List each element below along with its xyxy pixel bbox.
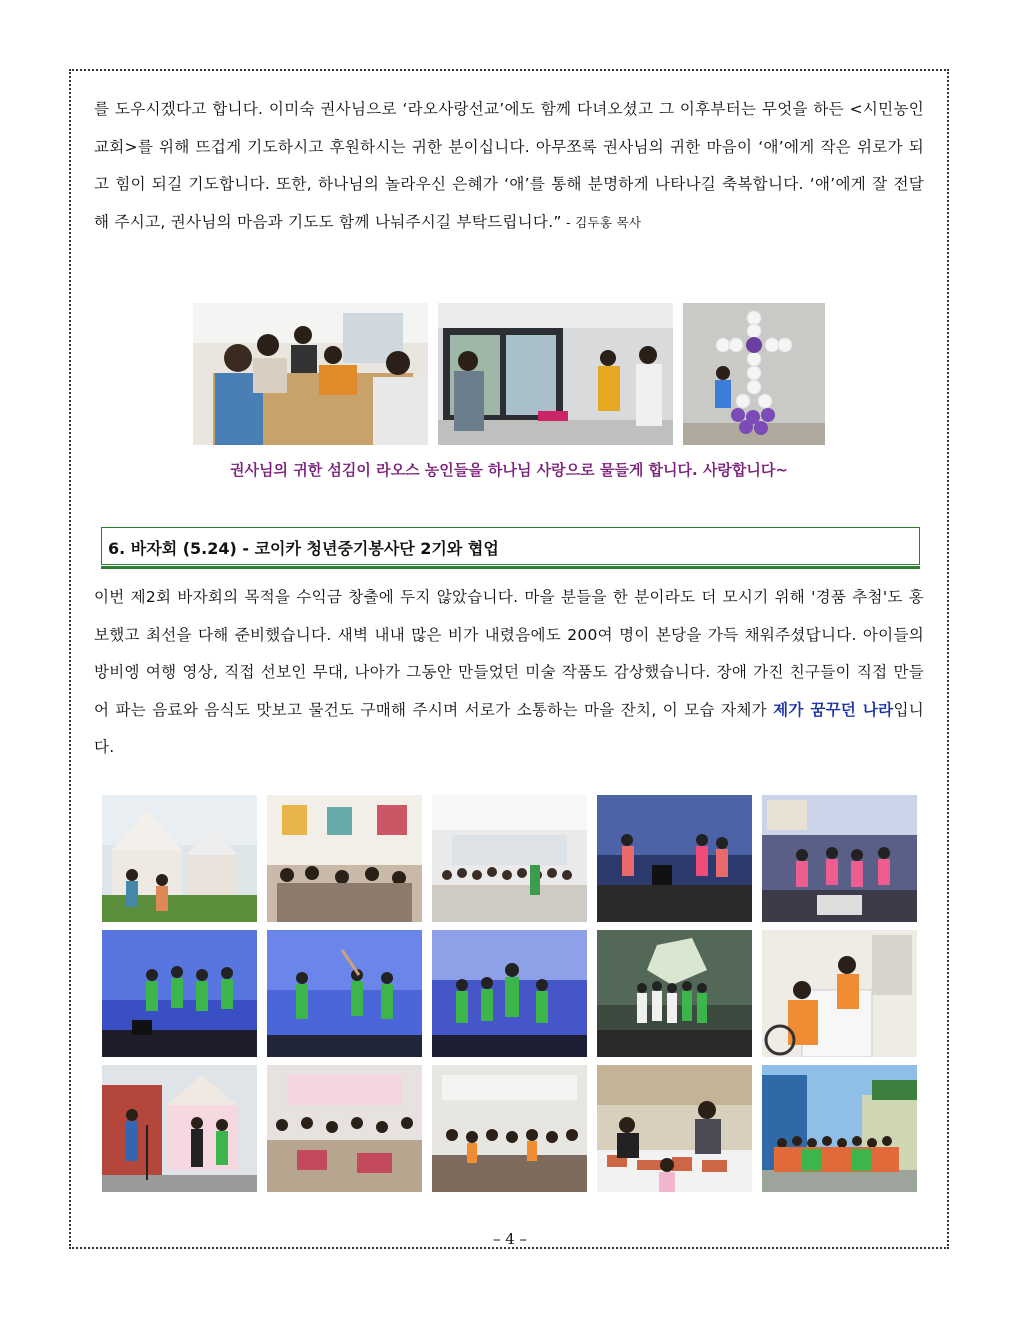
photo-sign-language <box>438 303 673 445</box>
gallery-photo <box>762 930 917 1057</box>
gallery-photo <box>762 795 917 922</box>
letter-text: 를 도우시겠다고 합니다. 이미숙 권사님으로 ‘라오사랑선교’에도 함께 다녀오셨고 그 이후부터는 무엇을 하든 <시민농인교회>를 위해 뜨겁게 기도하시고 후원하시는 귀한 분이십니다. 아무쪼록 권사님의 귀한 마음이 ‘애’에게 작은 위로가 되고 힘이 되길 기도합니다. 또한, 하나님의 놀라우신 은혜가 ‘애’를 통해 분명하게 나타나길 축복합니다. ‘애’에게 잘 전달해 주시고, 권사님의 마음과 기도도 함께 나눠주시길 부탁드립니다.” <box>94 100 924 231</box>
photo-balloon-cross <box>683 303 825 445</box>
paragraph-letter <box>94 91 924 241</box>
gallery-photo <box>597 795 752 922</box>
gallery-photo <box>432 930 587 1057</box>
bazaar-photo-gallery <box>102 795 917 1192</box>
bazaar-tail: 입니다. <box>94 700 924 756</box>
bazaar-text: 이번 제2회 바자회의 목적을 수익금 창출에 두지 않았습니다. 마을 분들을 한 분이라도 더 모시기 위해 '경품 추첨'도 홍보했고 최선을 다해 준비했습니다. 새벽 내내 많은 비가 내렸음에도 200여 명이 본당을 가득 채워주셨답니다. 아이들의 방비엥 여행 영상, 직접 선보인 무대, 나아가 그동안 만들었던 미술 작품도 감상했습니다. 장애 가진 친구들이 직접 만들어 파는 음료와 음식도 맛보고 물건도 구매해 주시며 서로가 소통하는 마을 잔치, 이 모습 자체가 <box>94 588 924 719</box>
gallery-photo <box>267 795 422 922</box>
gallery-photo <box>432 795 587 922</box>
top-photo-row <box>193 303 825 445</box>
photo-meeting-table <box>193 303 428 445</box>
gallery-photo <box>102 1065 257 1192</box>
gallery-photo <box>762 1065 917 1192</box>
bazaar-highlight: 제가 꿈꾸던 나라 <box>773 700 894 719</box>
gallery-photo <box>597 1065 752 1192</box>
photo-caption: 권사님의 귀한 섬김이 라오스 농인들을 하나님 사랑으로 물들게 합니다. 사랑합니다~ <box>230 461 788 479</box>
gallery-photo <box>102 930 257 1057</box>
gallery-photo <box>267 1065 422 1192</box>
gallery-photo <box>267 930 422 1057</box>
page-number: – 4 – <box>492 1230 528 1248</box>
paragraph-bazaar <box>94 579 924 767</box>
section-title: 6. 바자회 (5.24) - 코이카 청년중기봉사단 2기와 협업 <box>108 539 499 558</box>
gallery-photo <box>102 795 257 922</box>
gallery-photo <box>432 1065 587 1192</box>
section-heading-box <box>101 527 920 565</box>
letter-author: - 김두홍 목사 <box>561 214 642 230</box>
gallery-photo <box>597 930 752 1057</box>
